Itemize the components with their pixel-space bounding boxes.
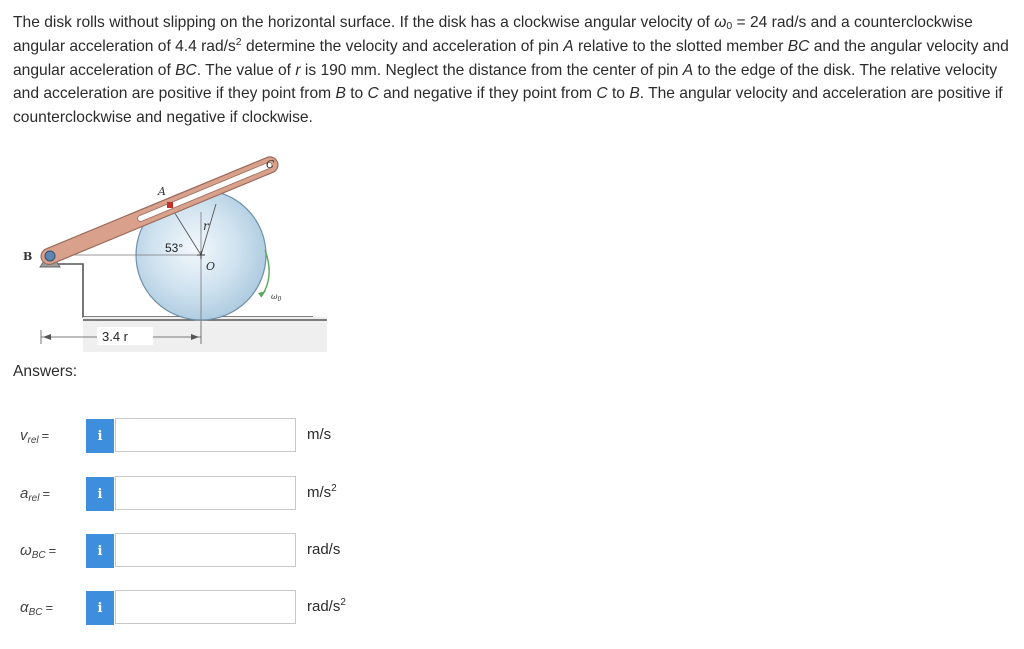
answers-heading: Answers:	[13, 363, 78, 380]
answer-row-v-rel	[0, 418, 400, 454]
v-rel-label: $v_{rel}$ =	[20, 427, 50, 446]
dimension-arrow-left	[43, 334, 51, 340]
label-b: B	[23, 250, 33, 263]
omega-bc-input[interactable]	[115, 533, 296, 567]
answer-row-omega-bc	[0, 533, 400, 569]
v-rel-unit: m/s	[307, 426, 332, 443]
label-r: r	[203, 219, 209, 233]
disk-slotted-member-diagram	[13, 152, 330, 352]
alpha-bc-unit: rad/$s^2$	[307, 597, 346, 615]
v-rel-info-button[interactable]: i	[86, 419, 114, 453]
answer-row-alpha-bc	[0, 590, 400, 626]
omega0-label: $\omega_0$	[271, 292, 282, 303]
alpha-bc-input[interactable]	[115, 590, 296, 624]
label-a: A	[158, 185, 166, 198]
omega-bc-info-button[interactable]: i	[86, 534, 114, 568]
pin-b	[45, 251, 55, 261]
problem-statement: The disk rolls without slipping on the horizontal surface. If the disk has a clockwise angular velocity of $\omega_0 = 24$ rad/s and a counterclockwise angular acceleration of 4.4 rad/$s^2$ determine the velocity and acceleration of pin A relative to the slotted member BC and the angular velocity and angular acceleration of BC. The value of r is 190 mm. Neglect the distance from the center of pin A to the edge of the disk. The relative velocity and acceleration are positive if they point from B to C and negative if they point from C to B. The angular velocity and acceleration are positive if counterclockwise and negative if clockwise.	[13, 14, 1009, 127]
a-rel-label: $a_{rel}$ =	[20, 485, 51, 504]
omega-bc-unit: rad/s	[307, 541, 341, 558]
alpha-bc-info-button[interactable]: i	[86, 591, 114, 625]
label-c: C	[266, 158, 275, 171]
label-o: O	[206, 260, 216, 273]
dimension-label: 3.4 r	[102, 329, 129, 344]
a-rel-unit: $m/s^2$	[307, 483, 337, 501]
answer-row-a-rel	[0, 476, 400, 512]
omega-bc-label: $\omega_{BC}$ =	[20, 542, 57, 561]
problem-figure	[13, 152, 330, 352]
a-rel-input[interactable]	[115, 476, 296, 510]
v-rel-input[interactable]	[115, 418, 296, 452]
angle-label: 53°	[165, 241, 184, 255]
a-rel-info-button[interactable]: i	[86, 477, 114, 511]
pin-a	[167, 202, 173, 208]
alpha-bc-label: $\alpha_{BC}$ =	[20, 599, 54, 618]
